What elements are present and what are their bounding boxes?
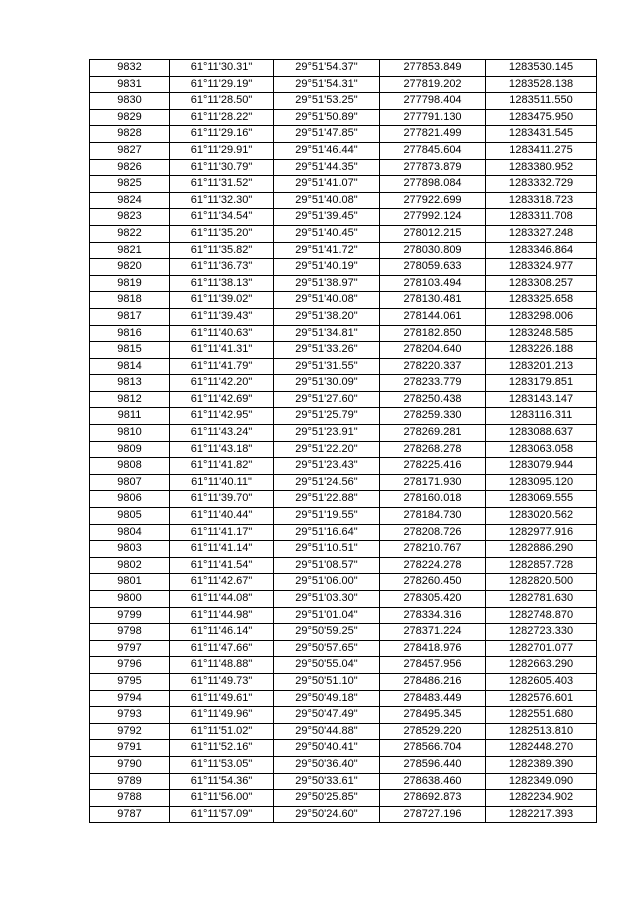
longitude-cell: 29°51'01.04" bbox=[274, 607, 380, 624]
latitude-cell: 61°11'35.82" bbox=[170, 242, 274, 259]
latitude-cell: 61°11'29.91" bbox=[170, 142, 274, 159]
longitude-cell: 29°50'51.10" bbox=[274, 673, 380, 690]
coordinates-table bbox=[89, 59, 597, 823]
longitude-cell: 29°51'30.09" bbox=[274, 375, 380, 392]
y-coordinate-cell: 1282723.330 bbox=[486, 624, 597, 641]
latitude-cell: 61°11'42.67" bbox=[170, 574, 274, 591]
point-number-cell: 9831 bbox=[90, 76, 170, 93]
y-coordinate-cell: 1283143.147 bbox=[486, 391, 597, 408]
x-coordinate-cell: 278224.278 bbox=[380, 557, 486, 574]
x-coordinate-cell: 277791.130 bbox=[380, 109, 486, 126]
point-number-cell: 9801 bbox=[90, 574, 170, 591]
longitude-cell: 29°51'40.08" bbox=[274, 192, 380, 209]
table-row bbox=[90, 673, 597, 690]
table-row bbox=[90, 126, 597, 143]
table-row bbox=[90, 342, 597, 359]
table-row bbox=[90, 60, 597, 77]
longitude-cell: 29°51'31.55" bbox=[274, 358, 380, 375]
table-row bbox=[90, 508, 597, 525]
y-coordinate-cell: 1283248.585 bbox=[486, 325, 597, 342]
x-coordinate-cell: 277873.879 bbox=[380, 159, 486, 176]
table-row bbox=[90, 259, 597, 276]
point-number-cell: 9818 bbox=[90, 292, 170, 309]
longitude-cell: 29°51'40.08" bbox=[274, 292, 380, 309]
latitude-cell: 61°11'41.31" bbox=[170, 342, 274, 359]
longitude-cell: 29°51'22.20" bbox=[274, 441, 380, 458]
y-coordinate-cell: 1282748.870 bbox=[486, 607, 597, 624]
y-coordinate-cell: 1283528.138 bbox=[486, 76, 597, 93]
longitude-cell: 29°51'33.26" bbox=[274, 342, 380, 359]
y-coordinate-cell: 1282820.500 bbox=[486, 574, 597, 591]
y-coordinate-cell: 1282448.270 bbox=[486, 740, 597, 757]
point-number-cell: 9799 bbox=[90, 607, 170, 624]
table-row bbox=[90, 624, 597, 641]
point-number-cell: 9812 bbox=[90, 391, 170, 408]
y-coordinate-cell: 1283079.944 bbox=[486, 458, 597, 475]
latitude-cell: 61°11'29.19" bbox=[170, 76, 274, 93]
y-coordinate-cell: 1283431.545 bbox=[486, 126, 597, 143]
table-row bbox=[90, 375, 597, 392]
point-number-cell: 9823 bbox=[90, 209, 170, 226]
longitude-cell: 29°51'39.45" bbox=[274, 209, 380, 226]
table-row bbox=[90, 458, 597, 475]
y-coordinate-cell: 1283179.851 bbox=[486, 375, 597, 392]
latitude-cell: 61°11'42.95" bbox=[170, 408, 274, 425]
y-coordinate-cell: 1282513.810 bbox=[486, 723, 597, 740]
longitude-cell: 29°51'54.31" bbox=[274, 76, 380, 93]
longitude-cell: 29°51'22.88" bbox=[274, 491, 380, 508]
longitude-cell: 29°51'40.45" bbox=[274, 225, 380, 242]
table-row bbox=[90, 474, 597, 491]
longitude-cell: 29°51'41.07" bbox=[274, 176, 380, 193]
table-row bbox=[90, 756, 597, 773]
point-number-cell: 9819 bbox=[90, 275, 170, 292]
latitude-cell: 61°11'49.73" bbox=[170, 673, 274, 690]
latitude-cell: 61°11'43.24" bbox=[170, 425, 274, 442]
longitude-cell: 29°50'40.41" bbox=[274, 740, 380, 757]
table-row bbox=[90, 209, 597, 226]
latitude-cell: 61°11'29.16" bbox=[170, 126, 274, 143]
longitude-cell: 29°50'36.40" bbox=[274, 756, 380, 773]
longitude-cell: 29°51'34.81" bbox=[274, 325, 380, 342]
table-row bbox=[90, 142, 597, 159]
point-number-cell: 9827 bbox=[90, 142, 170, 159]
y-coordinate-cell: 1282977.916 bbox=[486, 524, 597, 541]
point-number-cell: 9817 bbox=[90, 308, 170, 325]
longitude-cell: 29°50'25.85" bbox=[274, 790, 380, 807]
point-number-cell: 9788 bbox=[90, 790, 170, 807]
longitude-cell: 29°50'59.25" bbox=[274, 624, 380, 641]
point-number-cell: 9791 bbox=[90, 740, 170, 757]
y-coordinate-cell: 1283020.562 bbox=[486, 508, 597, 525]
latitude-cell: 61°11'51.02" bbox=[170, 723, 274, 740]
latitude-cell: 61°11'52.16" bbox=[170, 740, 274, 757]
longitude-cell: 29°50'24.60" bbox=[274, 806, 380, 823]
x-coordinate-cell: 278457.956 bbox=[380, 657, 486, 674]
y-coordinate-cell: 1283530.145 bbox=[486, 60, 597, 77]
point-number-cell: 9789 bbox=[90, 773, 170, 790]
latitude-cell: 61°11'49.61" bbox=[170, 690, 274, 707]
point-number-cell: 9825 bbox=[90, 176, 170, 193]
table-row bbox=[90, 408, 597, 425]
table-row bbox=[90, 524, 597, 541]
table-row bbox=[90, 192, 597, 209]
x-coordinate-cell: 278371.224 bbox=[380, 624, 486, 641]
latitude-cell: 61°11'41.17" bbox=[170, 524, 274, 541]
longitude-cell: 29°51'23.91" bbox=[274, 425, 380, 442]
point-number-cell: 9800 bbox=[90, 591, 170, 608]
x-coordinate-cell: 277853.849 bbox=[380, 60, 486, 77]
y-coordinate-cell: 1283332.729 bbox=[486, 176, 597, 193]
longitude-cell: 29°51'41.72" bbox=[274, 242, 380, 259]
y-coordinate-cell: 1283298.006 bbox=[486, 308, 597, 325]
point-number-cell: 9813 bbox=[90, 375, 170, 392]
point-number-cell: 9809 bbox=[90, 441, 170, 458]
point-number-cell: 9798 bbox=[90, 624, 170, 641]
point-number-cell: 9820 bbox=[90, 259, 170, 276]
longitude-cell: 29°51'27.60" bbox=[274, 391, 380, 408]
latitude-cell: 61°11'54.36" bbox=[170, 773, 274, 790]
x-coordinate-cell: 278260.450 bbox=[380, 574, 486, 591]
x-coordinate-cell: 278208.726 bbox=[380, 524, 486, 541]
longitude-cell: 29°51'38.20" bbox=[274, 308, 380, 325]
point-number-cell: 9794 bbox=[90, 690, 170, 707]
x-coordinate-cell: 278638.460 bbox=[380, 773, 486, 790]
latitude-cell: 61°11'47.66" bbox=[170, 640, 274, 657]
x-coordinate-cell: 278529.220 bbox=[380, 723, 486, 740]
longitude-cell: 29°51'24.56" bbox=[274, 474, 380, 491]
latitude-cell: 61°11'57.09" bbox=[170, 806, 274, 823]
y-coordinate-cell: 1282234.902 bbox=[486, 790, 597, 807]
table-row bbox=[90, 574, 597, 591]
point-number-cell: 9795 bbox=[90, 673, 170, 690]
point-number-cell: 9796 bbox=[90, 657, 170, 674]
point-number-cell: 9815 bbox=[90, 342, 170, 359]
table-row bbox=[90, 308, 597, 325]
longitude-cell: 29°51'53.25" bbox=[274, 93, 380, 110]
y-coordinate-cell: 1283069.555 bbox=[486, 491, 597, 508]
table-row bbox=[90, 790, 597, 807]
table-row bbox=[90, 491, 597, 508]
table-row bbox=[90, 657, 597, 674]
y-coordinate-cell: 1283411.275 bbox=[486, 142, 597, 159]
y-coordinate-cell: 1282605.403 bbox=[486, 673, 597, 690]
latitude-cell: 61°11'35.20" bbox=[170, 225, 274, 242]
x-coordinate-cell: 278486.216 bbox=[380, 673, 486, 690]
point-number-cell: 9803 bbox=[90, 541, 170, 558]
table-row bbox=[90, 607, 597, 624]
y-coordinate-cell: 1283088.637 bbox=[486, 425, 597, 442]
x-coordinate-cell: 278483.449 bbox=[380, 690, 486, 707]
longitude-cell: 29°50'47.49" bbox=[274, 707, 380, 724]
latitude-cell: 61°11'39.70" bbox=[170, 491, 274, 508]
point-number-cell: 9832 bbox=[90, 60, 170, 77]
longitude-cell: 29°51'50.89" bbox=[274, 109, 380, 126]
table-row bbox=[90, 242, 597, 259]
point-number-cell: 9810 bbox=[90, 425, 170, 442]
latitude-cell: 61°11'44.98" bbox=[170, 607, 274, 624]
longitude-cell: 29°50'33.61" bbox=[274, 773, 380, 790]
latitude-cell: 61°11'40.63" bbox=[170, 325, 274, 342]
y-coordinate-cell: 1283311.708 bbox=[486, 209, 597, 226]
table-row bbox=[90, 773, 597, 790]
table-row bbox=[90, 806, 597, 823]
x-coordinate-cell: 278596.440 bbox=[380, 756, 486, 773]
x-coordinate-cell: 278692.873 bbox=[380, 790, 486, 807]
table-row bbox=[90, 76, 597, 93]
point-number-cell: 9793 bbox=[90, 707, 170, 724]
latitude-cell: 61°11'38.13" bbox=[170, 275, 274, 292]
table-row bbox=[90, 723, 597, 740]
point-number-cell: 9805 bbox=[90, 508, 170, 525]
y-coordinate-cell: 1282217.393 bbox=[486, 806, 597, 823]
table-row bbox=[90, 292, 597, 309]
longitude-cell: 29°51'23.43" bbox=[274, 458, 380, 475]
x-coordinate-cell: 278495.345 bbox=[380, 707, 486, 724]
latitude-cell: 61°11'39.02" bbox=[170, 292, 274, 309]
point-number-cell: 9806 bbox=[90, 491, 170, 508]
point-number-cell: 9824 bbox=[90, 192, 170, 209]
longitude-cell: 29°51'10.51" bbox=[274, 541, 380, 558]
longitude-cell: 29°50'55.04" bbox=[274, 657, 380, 674]
longitude-cell: 29°51'08.57" bbox=[274, 557, 380, 574]
y-coordinate-cell: 1283511.550 bbox=[486, 93, 597, 110]
point-number-cell: 9790 bbox=[90, 756, 170, 773]
y-coordinate-cell: 1283226.188 bbox=[486, 342, 597, 359]
x-coordinate-cell: 278184.730 bbox=[380, 508, 486, 525]
y-coordinate-cell: 1282781.630 bbox=[486, 591, 597, 608]
table-row bbox=[90, 109, 597, 126]
latitude-cell: 61°11'42.69" bbox=[170, 391, 274, 408]
longitude-cell: 29°51'46.44" bbox=[274, 142, 380, 159]
x-coordinate-cell: 278103.494 bbox=[380, 275, 486, 292]
latitude-cell: 61°11'41.54" bbox=[170, 557, 274, 574]
y-coordinate-cell: 1283063.058 bbox=[486, 441, 597, 458]
point-number-cell: 9829 bbox=[90, 109, 170, 126]
x-coordinate-cell: 278268.278 bbox=[380, 441, 486, 458]
longitude-cell: 29°51'40.19" bbox=[274, 259, 380, 276]
table-row bbox=[90, 325, 597, 342]
x-coordinate-cell: 277898.084 bbox=[380, 176, 486, 193]
latitude-cell: 61°11'32.30" bbox=[170, 192, 274, 209]
latitude-cell: 61°11'31.52" bbox=[170, 176, 274, 193]
point-number-cell: 9807 bbox=[90, 474, 170, 491]
longitude-cell: 29°51'54.37" bbox=[274, 60, 380, 77]
longitude-cell: 29°51'25.79" bbox=[274, 408, 380, 425]
longitude-cell: 29°51'44.35" bbox=[274, 159, 380, 176]
x-coordinate-cell: 278144.061 bbox=[380, 308, 486, 325]
table-row bbox=[90, 425, 597, 442]
longitude-cell: 29°51'38.97" bbox=[274, 275, 380, 292]
x-coordinate-cell: 278334.316 bbox=[380, 607, 486, 624]
x-coordinate-cell: 278305.420 bbox=[380, 591, 486, 608]
table-row bbox=[90, 441, 597, 458]
x-coordinate-cell: 278566.704 bbox=[380, 740, 486, 757]
point-number-cell: 9797 bbox=[90, 640, 170, 657]
x-coordinate-cell: 278012.215 bbox=[380, 225, 486, 242]
y-coordinate-cell: 1282349.090 bbox=[486, 773, 597, 790]
table-row bbox=[90, 690, 597, 707]
y-coordinate-cell: 1283308.257 bbox=[486, 275, 597, 292]
latitude-cell: 61°11'49.96" bbox=[170, 707, 274, 724]
x-coordinate-cell: 277922.699 bbox=[380, 192, 486, 209]
point-number-cell: 9804 bbox=[90, 524, 170, 541]
table-row bbox=[90, 591, 597, 608]
table-row bbox=[90, 740, 597, 757]
latitude-cell: 61°11'56.00" bbox=[170, 790, 274, 807]
x-coordinate-cell: 278130.481 bbox=[380, 292, 486, 309]
y-coordinate-cell: 1283346.864 bbox=[486, 242, 597, 259]
table-row bbox=[90, 391, 597, 408]
point-number-cell: 9828 bbox=[90, 126, 170, 143]
latitude-cell: 61°11'34.54" bbox=[170, 209, 274, 226]
point-number-cell: 9822 bbox=[90, 225, 170, 242]
longitude-cell: 29°51'19.55" bbox=[274, 508, 380, 525]
y-coordinate-cell: 1283318.723 bbox=[486, 192, 597, 209]
x-coordinate-cell: 278171.930 bbox=[380, 474, 486, 491]
longitude-cell: 29°51'06.00" bbox=[274, 574, 380, 591]
latitude-cell: 61°11'44.08" bbox=[170, 591, 274, 608]
point-number-cell: 9787 bbox=[90, 806, 170, 823]
latitude-cell: 61°11'30.31" bbox=[170, 60, 274, 77]
point-number-cell: 9816 bbox=[90, 325, 170, 342]
x-coordinate-cell: 278259.330 bbox=[380, 408, 486, 425]
table-row bbox=[90, 557, 597, 574]
longitude-cell: 29°50'57.65" bbox=[274, 640, 380, 657]
x-coordinate-cell: 278220.337 bbox=[380, 358, 486, 375]
latitude-cell: 61°11'41.79" bbox=[170, 358, 274, 375]
y-coordinate-cell: 1282551.680 bbox=[486, 707, 597, 724]
latitude-cell: 61°11'28.50" bbox=[170, 93, 274, 110]
latitude-cell: 61°11'53.05" bbox=[170, 756, 274, 773]
table-row bbox=[90, 225, 597, 242]
x-coordinate-cell: 278250.438 bbox=[380, 391, 486, 408]
point-number-cell: 9808 bbox=[90, 458, 170, 475]
y-coordinate-cell: 1283116.311 bbox=[486, 408, 597, 425]
point-number-cell: 9826 bbox=[90, 159, 170, 176]
x-coordinate-cell: 278059.633 bbox=[380, 259, 486, 276]
table-row bbox=[90, 640, 597, 657]
latitude-cell: 61°11'30.79" bbox=[170, 159, 274, 176]
point-number-cell: 9830 bbox=[90, 93, 170, 110]
y-coordinate-cell: 1282886.290 bbox=[486, 541, 597, 558]
table-row bbox=[90, 541, 597, 558]
longitude-cell: 29°51'03.30" bbox=[274, 591, 380, 608]
latitude-cell: 61°11'36.73" bbox=[170, 259, 274, 276]
point-number-cell: 9802 bbox=[90, 557, 170, 574]
y-coordinate-cell: 1283327.248 bbox=[486, 225, 597, 242]
latitude-cell: 61°11'42.20" bbox=[170, 375, 274, 392]
point-number-cell: 9792 bbox=[90, 723, 170, 740]
y-coordinate-cell: 1283475.950 bbox=[486, 109, 597, 126]
y-coordinate-cell: 1282857.728 bbox=[486, 557, 597, 574]
latitude-cell: 61°11'40.44" bbox=[170, 508, 274, 525]
y-coordinate-cell: 1282389.390 bbox=[486, 756, 597, 773]
y-coordinate-cell: 1283095.120 bbox=[486, 474, 597, 491]
latitude-cell: 61°11'40.11" bbox=[170, 474, 274, 491]
coordinates-table-body bbox=[90, 60, 597, 823]
table-row bbox=[90, 176, 597, 193]
y-coordinate-cell: 1282701.077 bbox=[486, 640, 597, 657]
y-coordinate-cell: 1283201.213 bbox=[486, 358, 597, 375]
latitude-cell: 61°11'39.43" bbox=[170, 308, 274, 325]
x-coordinate-cell: 277798.404 bbox=[380, 93, 486, 110]
x-coordinate-cell: 278225.416 bbox=[380, 458, 486, 475]
x-coordinate-cell: 277845.604 bbox=[380, 142, 486, 159]
table-row bbox=[90, 93, 597, 110]
longitude-cell: 29°51'16.64" bbox=[274, 524, 380, 541]
y-coordinate-cell: 1282576.601 bbox=[486, 690, 597, 707]
latitude-cell: 61°11'28.22" bbox=[170, 109, 274, 126]
x-coordinate-cell: 278269.281 bbox=[380, 425, 486, 442]
latitude-cell: 61°11'41.14" bbox=[170, 541, 274, 558]
longitude-cell: 29°50'49.18" bbox=[274, 690, 380, 707]
x-coordinate-cell: 278182.850 bbox=[380, 325, 486, 342]
x-coordinate-cell: 277992.124 bbox=[380, 209, 486, 226]
latitude-cell: 61°11'41.82" bbox=[170, 458, 274, 475]
table-row bbox=[90, 275, 597, 292]
point-number-cell: 9814 bbox=[90, 358, 170, 375]
x-coordinate-cell: 278418.976 bbox=[380, 640, 486, 657]
x-coordinate-cell: 278727.196 bbox=[380, 806, 486, 823]
y-coordinate-cell: 1283324.977 bbox=[486, 259, 597, 276]
x-coordinate-cell: 278160.018 bbox=[380, 491, 486, 508]
x-coordinate-cell: 278233.779 bbox=[380, 375, 486, 392]
latitude-cell: 61°11'43.18" bbox=[170, 441, 274, 458]
x-coordinate-cell: 278204.640 bbox=[380, 342, 486, 359]
y-coordinate-cell: 1283380.952 bbox=[486, 159, 597, 176]
point-number-cell: 9821 bbox=[90, 242, 170, 259]
latitude-cell: 61°11'46.14" bbox=[170, 624, 274, 641]
table-row bbox=[90, 358, 597, 375]
x-coordinate-cell: 278210.767 bbox=[380, 541, 486, 558]
latitude-cell: 61°11'48.88" bbox=[170, 657, 274, 674]
x-coordinate-cell: 277821.499 bbox=[380, 126, 486, 143]
x-coordinate-cell: 277819.202 bbox=[380, 76, 486, 93]
point-number-cell: 9811 bbox=[90, 408, 170, 425]
x-coordinate-cell: 278030.809 bbox=[380, 242, 486, 259]
longitude-cell: 29°51'47.85" bbox=[274, 126, 380, 143]
y-coordinate-cell: 1282663.290 bbox=[486, 657, 597, 674]
longitude-cell: 29°50'44.88" bbox=[274, 723, 380, 740]
y-coordinate-cell: 1283325.658 bbox=[486, 292, 597, 309]
table-row bbox=[90, 707, 597, 724]
table-row bbox=[90, 159, 597, 176]
